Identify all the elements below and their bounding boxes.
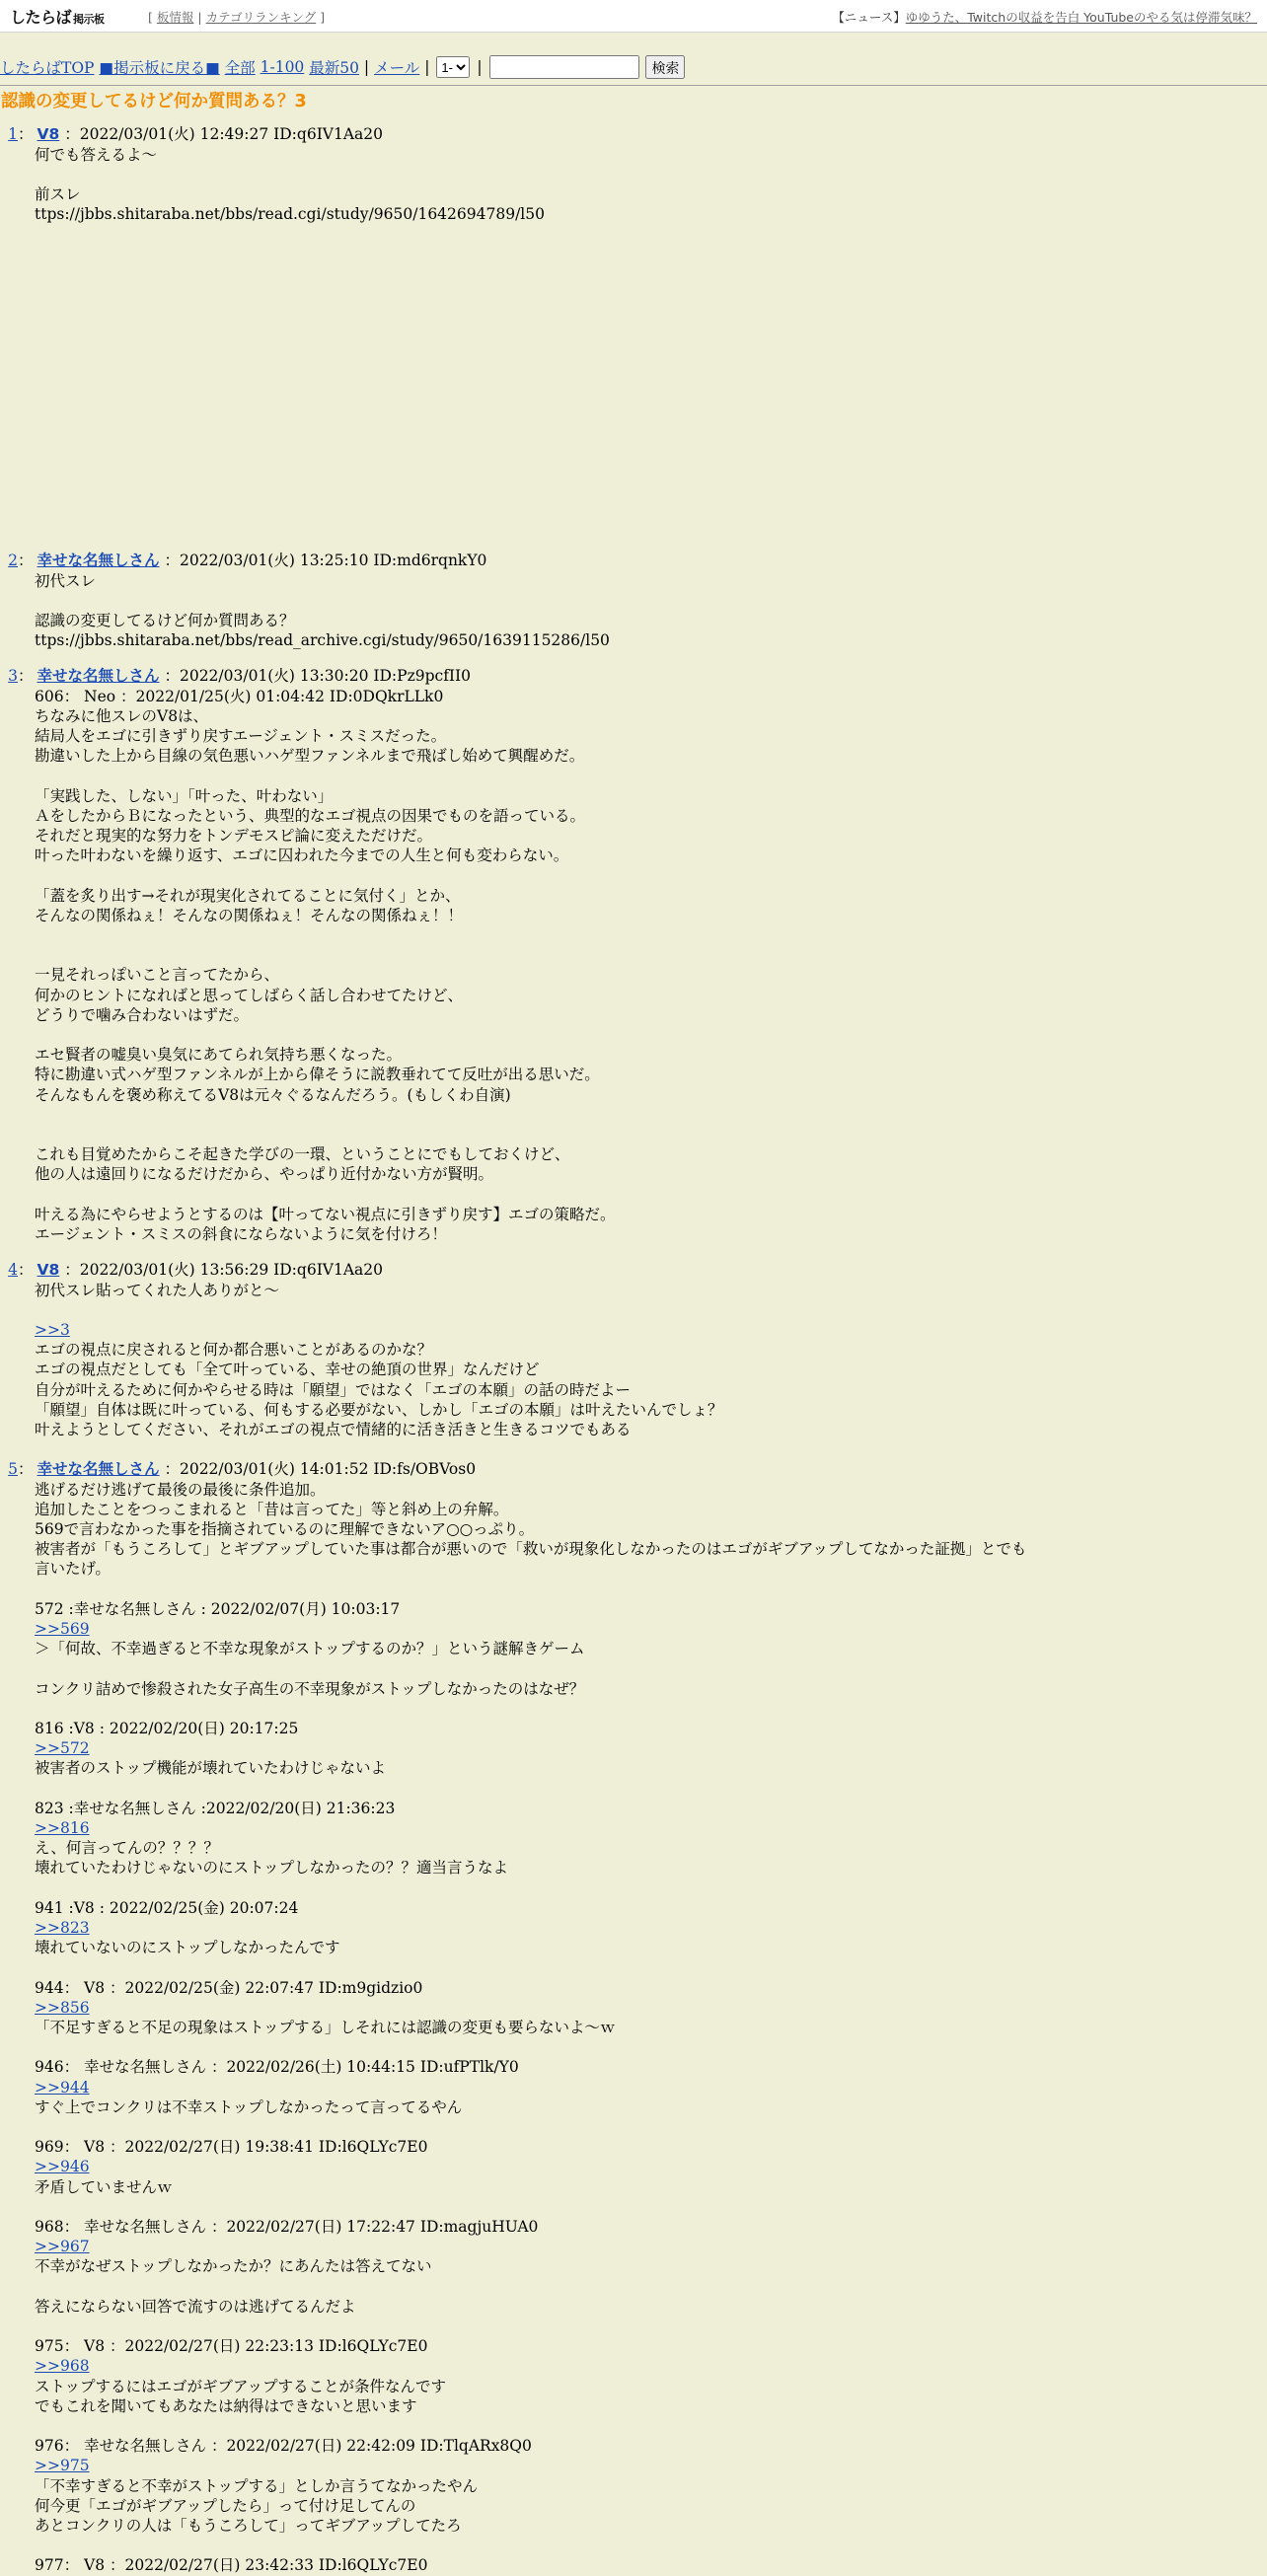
divider [0, 85, 1267, 86]
show-all-link[interactable]: 全部 [224, 59, 256, 77]
reply-anchor-link[interactable]: >>3 [35, 1320, 70, 1339]
quote-header: 975： V8 ：2022/02/27(日) 22:23:13 ID:l6QLYc7E0 [35, 2337, 428, 2356]
logo-sub-text: 掲示板 [73, 13, 105, 26]
post-number-link[interactable]: 3 [8, 666, 18, 685]
post-number-link[interactable]: 4 [8, 1260, 18, 1279]
quote-text: すぐ上でコンクリは不幸ストップしなかったって言ってるやん [35, 2098, 463, 2116]
quote-header: 816 :V8 : 2022/02/20(日) 20:17:25 [35, 1719, 299, 1737]
board-info-link[interactable]: 板情報 [156, 10, 194, 25]
quote-text: ＞「何故、不幸過ぎると不幸な現象がストップするのか？」という謎解きゲーム コンクリ詰めで惨殺された女子高生の不幸現象がストップしなかったのはなぜ？ [35, 1640, 585, 1698]
post-body-text: エゴの視点に戻されると何か都合悪いことがあるのかな？ エゴの視点だとしても「全て叶っている、幸せの絶頂の世界」なんだけど 自分が叶えるために何かやらせる時は「願望」ではなく「エゴの本願」の話の時だよー 「願望」自体は既に叶っている、何もする必要がない、しかし「エゴの本願」は叶えたいんでしょ？ 叶えようとしてください、それがエゴの視点で情緒的に活き活きと生きるコツでもある [35, 1341, 723, 1438]
poster-name-link[interactable]: 幸せな名無しさん [37, 666, 160, 685]
reply-anchor-link[interactable]: >>975 [35, 2457, 90, 2475]
post-number-link[interactable]: 2 [8, 551, 18, 569]
post-header: 3： 幸せな名無しさん ：2022/03/01(火) 13:30:20 ID:Pz9pcfII0 [8, 666, 472, 685]
search-input[interactable] [489, 55, 639, 79]
quote-header: 946： 幸せな名無しさん ：2022/02/26(土) 10:44:15 ID:ufPTlk/Y0 [35, 2058, 519, 2077]
post [0, 124, 1267, 225]
thread-title: 認識の変更してるけど何か質問ある？3 [1, 92, 307, 111]
post [0, 1260, 1267, 1440]
post-body: 606： Neo ：2022/01/25(火) 01:04:42 ID:0DQkrLLk0 ちなみに他スレのV8は、 結局人をエゴに引きずり戻すエージェント・スミスだった。 勘違いした上から目線の気色悪いハゲ型ファンネルまで飛ばし始めて興醒めだ。 「実践した、しない」「叶った、叶わない」 ＡをしたからＢになったという、典型的なエゴ視点の因果でものを語っている。 それだと現実的な努力をトンデモスピ論に変えただけだ。 叶った叶わないを繰り返す、エゴに囚われた今までの人生と何も変わらない。 「蓋を炙り出す→それが現実化されてることに気付く」とか、 そんなの関係ねぇ！そんなの関係ねぇ！そんなの関係ねぇ！！ 一見それっぽいこと言ってたから、 何かのヒントになればと思ってしばらく話し合わせてたけど、 どうりで噛み合わないはずだ。 エセ賢者の嘘臭い臭気にあてられ気持ち悪くなった。 特に勘違い式ハゲ型ファンネルが上から偉そうに説教垂れてて反吐が出る思いだ。 そんなもんを褒め称えてるV8は元々ぐるなんだろう。(もしくわ自演) これも目覚めたからこそ起きた学びの一環、ということにでもしておくけど、 他の人は遠回りになるだけだから、やっぱり近付かない方が賢明。 叶える為にやらせようとするのは【叶ってない視点に引きずり戻す】エゴの策略だ。 エージェント・スミスの斜食にならないように気を付けろ！ [35, 687, 616, 1243]
poster-name-link[interactable]: 幸せな名無しさん [37, 1459, 160, 1478]
bracket-open: [ [148, 10, 153, 25]
thread-nav [0, 55, 1267, 81]
post-body: 何でも答えるよ～ 前スレ ttps://jbbs.shitaraba.net/bbs/read.cgi/study/9650/1642694789/l50 [35, 145, 545, 224]
post-meta: ：2022/03/01(火) 12:49:27 ID:q6IV1Aa20 [64, 124, 384, 143]
reply-anchor-link[interactable]: >>968 [35, 2357, 90, 2376]
quote-header: 941 :V8 : 2022/02/25(金) 20:07:24 [35, 1898, 299, 1917]
news-label: 【ニュース】 [832, 10, 906, 25]
category-ranking-link[interactable]: カテゴリランキング [205, 10, 317, 25]
quote-header: 572 :幸せな名無しさん : 2022/02/07(月) 10:03:17 [35, 1599, 401, 1618]
nav-separator: | [477, 58, 483, 76]
reply-anchor-link[interactable]: >>823 [35, 1918, 90, 1937]
quote-header: 968： 幸せな名無しさん ：2022/02/27(日) 17:22:47 ID:magjuHUA0 [35, 2218, 539, 2237]
post-meta: ：2022/03/01(火) 13:30:20 ID:Pz9pcfII0 [164, 666, 472, 685]
separator: | [197, 10, 202, 25]
nav-separator: | [424, 58, 430, 76]
quote-header: 976： 幸せな名無しさん ：2022/02/27(日) 22:42:09 ID:TlqARx8Q0 [35, 2437, 532, 2456]
nav-separator: | [363, 58, 370, 76]
site-header [0, 0, 1267, 33]
post-meta: ：2022/03/01(火) 13:56:29 ID:q6IV1Aa20 [64, 1260, 384, 1279]
quote-header: 823 :幸せな名無しさん :2022/02/20(日) 21:36:23 [35, 1799, 396, 1817]
poster-name-link[interactable]: V8 [37, 1260, 60, 1279]
post-body [35, 1480, 1267, 2576]
board-links [148, 8, 325, 26]
site-logo[interactable] [10, 5, 105, 25]
bracket-close: ] [320, 10, 326, 25]
quote-text: 被害者のストップ機能が壊れていたわけじゃないよ [35, 1759, 387, 1778]
post [0, 1459, 1267, 2576]
post-meta: ：2022/03/01(火) 13:25:10 ID:md6rqnkY0 [164, 551, 487, 569]
search-button[interactable]: 検索 [645, 55, 685, 79]
post-body: 初代スレ 認識の変更してるけど何か質問ある？ ttps://jbbs.shitaraba.net/bbs/read_archive.cgi/study/9650/1639115286/l50 [35, 571, 610, 650]
poster-name-link[interactable]: V8 [37, 124, 60, 143]
news-headline-link[interactable]: ゆゆうた、Twitchの収益を告白 YouTubeのやる気は停滞気味？ [905, 10, 1257, 25]
reply-anchor-link[interactable]: >>572 [35, 1739, 90, 1758]
range-1-100-link[interactable]: 1-100 [260, 58, 305, 76]
post-body-text: 初代スレ貼ってくれた人ありがと～ [35, 1281, 280, 1299]
post-number-link[interactable]: 1 [8, 124, 18, 143]
quote-text: 矛盾していませんｗ [35, 2177, 173, 2196]
shitaraba-top-link[interactable]: したらばTOP [0, 59, 95, 77]
reply-anchor-link[interactable]: >>967 [35, 2238, 90, 2256]
reply-anchor-link[interactable]: >>856 [35, 1998, 90, 2017]
quote-text: 「不足すぎると不足の現象はストップする」しそれには認識の変更も要らないよ～ｗ [35, 2018, 616, 2036]
post-meta: ：2022/03/01(火) 14:01:52 ID:fs/OBVos0 [164, 1459, 477, 1478]
poster-name-link[interactable]: 幸せな名無しさん [37, 551, 160, 569]
quote-text: え、何言ってんの？？？？ 壊れていたわけじゃないのにストップしなかったの？？適当言うなよ [35, 1839, 509, 1877]
back-to-board-link[interactable]: ■掲示板に戻る■ [99, 59, 220, 77]
range-select[interactable] [436, 56, 470, 78]
quote-header: 977： V8 ：2022/02/27(日) 23:42:33 ID:l6QLYc7E0 [35, 2556, 428, 2575]
latest-50-link[interactable]: 最新50 [309, 59, 359, 77]
news-ticker [832, 8, 1257, 26]
logo-main-text: したらば [10, 8, 72, 27]
quote-text: 壊れていないのにストップしなかったんです [35, 1939, 340, 1957]
post [0, 666, 1267, 1245]
reply-anchor-link[interactable]: >>816 [35, 1818, 90, 1837]
quote-header: 969： V8 ：2022/02/27(日) 19:38:41 ID:l6QLYc7E0 [35, 2138, 428, 2157]
quote-text: 不幸がなぜストップしなかったか？にあんたは答えてない 答えにならない回答で流すのは逃げてるんだよ [35, 2257, 432, 2316]
reply-anchor-link[interactable]: >>946 [35, 2158, 90, 2176]
post-header: 5： 幸せな名無しさん ：2022/03/01(火) 14:01:52 ID:fs/OBVos0 [8, 1459, 477, 1478]
post-body-text: 逃げるだけ逃げて最後の最後に条件追加。 追加したことをつっこまれると「昔は言ってた」等と斜め上の弁解。 569で言わなかった事を指摘されているのに理解できないア○○っぷり。 被害者が「もうころして」とギブアップしていた事は都合が悪いので「救いが現象化しなかったのはエゴがギブアップしてなかった証拠」とでも 言いたげ。 [35, 1480, 1027, 1579]
post-header: 1： V8 ：2022/03/01(火) 12:49:27 ID:q6IV1Aa20 [8, 124, 384, 143]
post-header: 2： 幸せな名無しさん ：2022/03/01(火) 13:25:10 ID:md6rqnkY0 [8, 551, 487, 569]
quote-header: 944： V8 ：2022/02/25(金) 22:07:47 ID:m9gidzio0 [35, 1978, 423, 1997]
post [0, 551, 1267, 651]
reply-anchor-link[interactable]: >>569 [35, 1619, 90, 1638]
quote-text: ストップするにはエゴがギブアップすることが条件なんです でもこれを聞いてもあなたは納得はできないと思います [35, 2377, 446, 2415]
post-body [35, 1281, 1267, 1440]
post-header: 4： V8 ：2022/03/01(火) 13:56:29 ID:q6IV1Aa20 [8, 1260, 384, 1279]
mail-link[interactable]: メール [374, 59, 420, 77]
quote-text: 「不幸すぎると不幸がストップする」としか言うてなかったやん 何今更「エゴがギブアップしたら」って付け足してんの あとコンクリの人は「もうころして」ってギブアップしてたろ [35, 2476, 479, 2536]
post-number-link[interactable]: 5 [8, 1459, 18, 1478]
reply-anchor-link[interactable]: >>944 [35, 2078, 90, 2097]
